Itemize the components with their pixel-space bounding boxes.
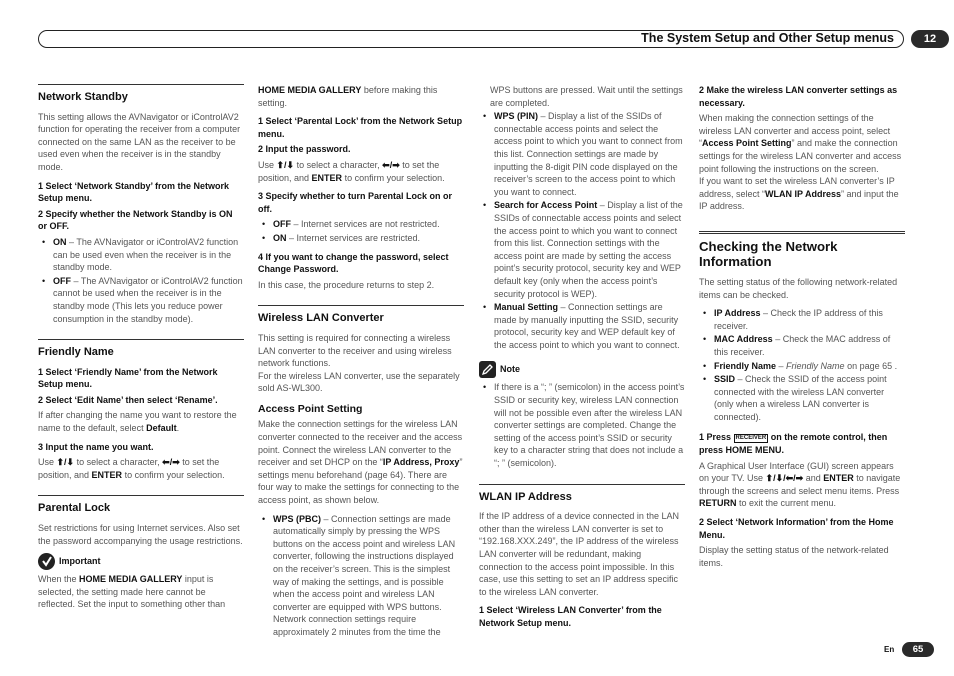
access-point-methods: [258, 513, 464, 639]
column-2: [258, 84, 464, 645]
note-list: [479, 381, 685, 469]
wireless-lan-intro-2: For the wireless LAN converter, use the separately sold AS-WL300.: [258, 370, 460, 394]
important-text-continued: HOME MEDIA GALLERY before making this setting.: [258, 85, 438, 108]
network-info-step-1: 1 Press RECEIVER on the remote control, then press HOME MENU.: [699, 432, 888, 456]
parental-lock-step-2: 2 Input the password.: [258, 144, 351, 155]
parental-lock-step-2-text: Use ⬆/⬇ to select a character, ⬅/➡ to set the position, and ENTER to confirm your selection.: [258, 159, 445, 183]
parental-lock-options: [258, 218, 464, 244]
list-item: • Friendly Name – Friendly Name on page 65 .: [699, 360, 905, 373]
important-heading: Important: [38, 553, 244, 570]
network-info-step-2: 2 Select ‘Network Information’ from the Home Menu.: [699, 517, 894, 540]
wps-pbc-continued: WPS buttons are pressed. Wait until the settings are completed.: [490, 85, 683, 108]
wlan-step-2-text-ip: If you want to set the wireless LAN converter’s IP address, select “WLAN IP Address” and input the IP address.: [699, 176, 899, 212]
friendly-name-step-2-text: If after changing the name you want to restore the name to the default, select Default.: [38, 410, 237, 434]
list-item: • Search for Access Point – Display a list of the SSIDs of connectable access points and select the access point to which you want to connect from this list. Connection settings with the access point are made by setting the access point’s security protocol, security key and WEP default key (only when the access point’s security protocol is WEP).: [479, 199, 685, 300]
network-info-step-1-text: A Graphical User Interface (GUI) screen appears on your TV. Use ⬆/⬇/⬅/➡ and ENTER to navigate through the screens and select menu items. Press RETURN to exit the current menu.: [699, 460, 901, 509]
access-point-setting-text: Make the connection settings for the wireless LAN converter connected to the receiver and the access point. Connect the wireless LAN converter to the receiver and set DHCP on the “IP Address, Proxy” settings menu beforehand (page 64). There are four way to make the settings for connecting to the access point, as shown below.: [258, 419, 463, 506]
parental-lock-heading: Parental Lock: [38, 495, 244, 515]
wlan-step-1: 1 Select ‘Wireless LAN Converter’ from the Network Setup menu.: [479, 605, 662, 628]
network-standby-intro: This setting allows the AVNavigator or iControlAV2 function for operating the receiver from a computer connected on the same LAN as the receiver to be used even when the receiver is in the standby mode.: [38, 111, 241, 172]
list-item: • If there is a “; ” (semicolon) in the access point’s SSID or security key, wireless LAN connection will not be possible even after the wireless LAN converter settings are completed. Change the setting of the access point’s SSID or security key to a character string that does not include a “; ” (semicolon).: [479, 381, 685, 469]
wlan-step-2: 2 Make the wireless LAN converter settings as necessary.: [699, 85, 898, 108]
column-4: [699, 84, 905, 575]
arrow-left-right-icon: ⬅/➡: [382, 159, 400, 170]
list-item: • OFF – Internet services are not restricted.: [258, 218, 464, 231]
wireless-lan-converter-heading: Wireless LAN Converter: [258, 305, 464, 325]
list-item: • SSID – Check the SSID of the access point connected with the wireless LAN converter (only when a wireless LAN converter is connected).: [699, 373, 905, 423]
friendly-name-heading: Friendly Name: [38, 339, 244, 359]
column-1: [38, 84, 244, 617]
arrow-up-down-icon: ⬆/⬇: [56, 457, 75, 468]
arrow-left-right-icon: ⬅/➡: [162, 457, 180, 468]
friendly-name-step-3-text: Use ⬆/⬇ to select a character, ⬅/➡ to set the position, and ENTER to confirm your selection.: [38, 457, 225, 480]
checking-network-info-intro: The setting status of the following network-related items can be checked.: [699, 276, 898, 300]
page-number-badge: 65: [902, 642, 934, 657]
list-item: • WPS (PBC) – Connection settings are made automatically simply by pressing the WPS buttons on the access point and wireless LAN converter, following the instructions displayed on the receiver’s screen. This is the simplest way of making the settings, and is possible when the access point and wireless LAN converter are equipped with WPS buttons. Network connection settings require approximately 2 minutes from the time the: [258, 513, 464, 639]
list-item: • ON – Internet services are restricted.: [258, 232, 464, 245]
note-heading: Note: [479, 361, 685, 378]
list-item: • Manual Setting – Connection settings are made by manually inputting the SSID, security protocol, security key and WEP default key of the access point to which you want to connect.: [479, 301, 685, 351]
list-item: • ON – The AVNavigator or iControlAV2 function can be used even when the receiver is in the standby mode.: [38, 236, 244, 274]
wireless-lan-intro-1: This setting is required for connecting a wireless LAN converter to the receiver and using wireless network functions.: [258, 332, 452, 369]
friendly-name-step-2: 2 Select ‘Edit Name’ then select ‘Rename’.: [38, 394, 218, 405]
list-item: • MAC Address – Check the MAC address of this receiver.: [699, 333, 905, 358]
list-item: • IP Address – Check the IP address of this receiver.: [699, 307, 905, 332]
friendly-name-step-1: 1 Select ‘Friendly Name’ from the Network Setup menu.: [38, 366, 218, 390]
note-pencil-icon: [479, 361, 496, 378]
network-standby-heading: Network Standby: [38, 84, 244, 104]
header-title: The System Setup and Other Setup menus: [641, 31, 894, 45]
friendly-name-step-3: 3 Input the name you want.: [38, 441, 154, 452]
arrow-keys-icon: ⬆/⬇/⬅/➡: [765, 473, 804, 484]
list-item: • WPS (PIN) – Display a list of the SSIDs of connectable access points and select the access point to which you want to connect from this list. Connection settings are made by inputting the 8-digit PIN code displayed on the receiver’s screen to the access point to which you want to connect.: [479, 110, 685, 198]
access-point-methods-continued: [479, 110, 685, 351]
wlan-ip-address-heading: WLAN IP Address: [479, 484, 685, 504]
network-info-items: [699, 307, 905, 423]
important-text: When the HOME MEDIA GALLERY input is selected, the setting made here cannot be reflected. Set the input to something other than: [38, 574, 226, 610]
wlan-step-2-text: When making the connection settings of the wireless LAN converter and access point, select “Access Point Setting” and make the connection settings for the wireless LAN converter and access point following the instructions on the screen.: [699, 113, 902, 174]
arrow-up-down-icon: ⬆/⬇: [276, 159, 295, 170]
network-standby-step-2: 2 Specify whether the Network Standby is ON or OFF.: [38, 208, 233, 232]
parental-lock-step-1: 1 Select ‘Parental Lock’ from the Network Setup menu.: [258, 116, 463, 139]
parental-lock-intro: Set restrictions for using Internet services. Also set the password accompanying the usage restrictions.: [38, 523, 243, 546]
parental-lock-step-4: 4 If you want to change the password, select Change Password.: [258, 251, 449, 275]
column-3: [479, 84, 685, 633]
wlan-ip-address-text: If the IP address of a device connected in the LAN other than the wireless LAN converter is set to “192.168.XXX.249”, the IP address of the wireless LAN converter will be redundant, making connection to the access point impossible. In this case, use this setting to set an IP address specific to the wireless LAN converter.: [479, 511, 679, 597]
access-point-setting-heading: Access Point Setting: [258, 402, 363, 415]
network-standby-options: [38, 236, 244, 325]
parental-lock-step-3: 3 Specify whether to turn Parental Lock on or off.: [258, 191, 453, 214]
important-icon: [38, 553, 55, 570]
network-standby-step-1: 1 Select ‘Network Standby’ from the Network Setup menu.: [38, 180, 230, 204]
receiver-button-badge: RECEIVER: [735, 435, 767, 442]
checking-network-info-heading: Checking the Network Information: [699, 231, 905, 269]
parental-lock-step-4-text: In this case, the procedure returns to step 2.: [258, 279, 435, 290]
network-info-step-2-text: Display the setting status of the network-related items.: [699, 545, 889, 568]
list-item: • OFF – The AVNavigator or iControlAV2 function cannot be used when the receiver is in the standby mode (This lets you reduce power consumption in the standby mode).: [38, 275, 244, 325]
chapter-number-badge: 12: [911, 30, 949, 48]
language-label: En: [884, 645, 895, 654]
